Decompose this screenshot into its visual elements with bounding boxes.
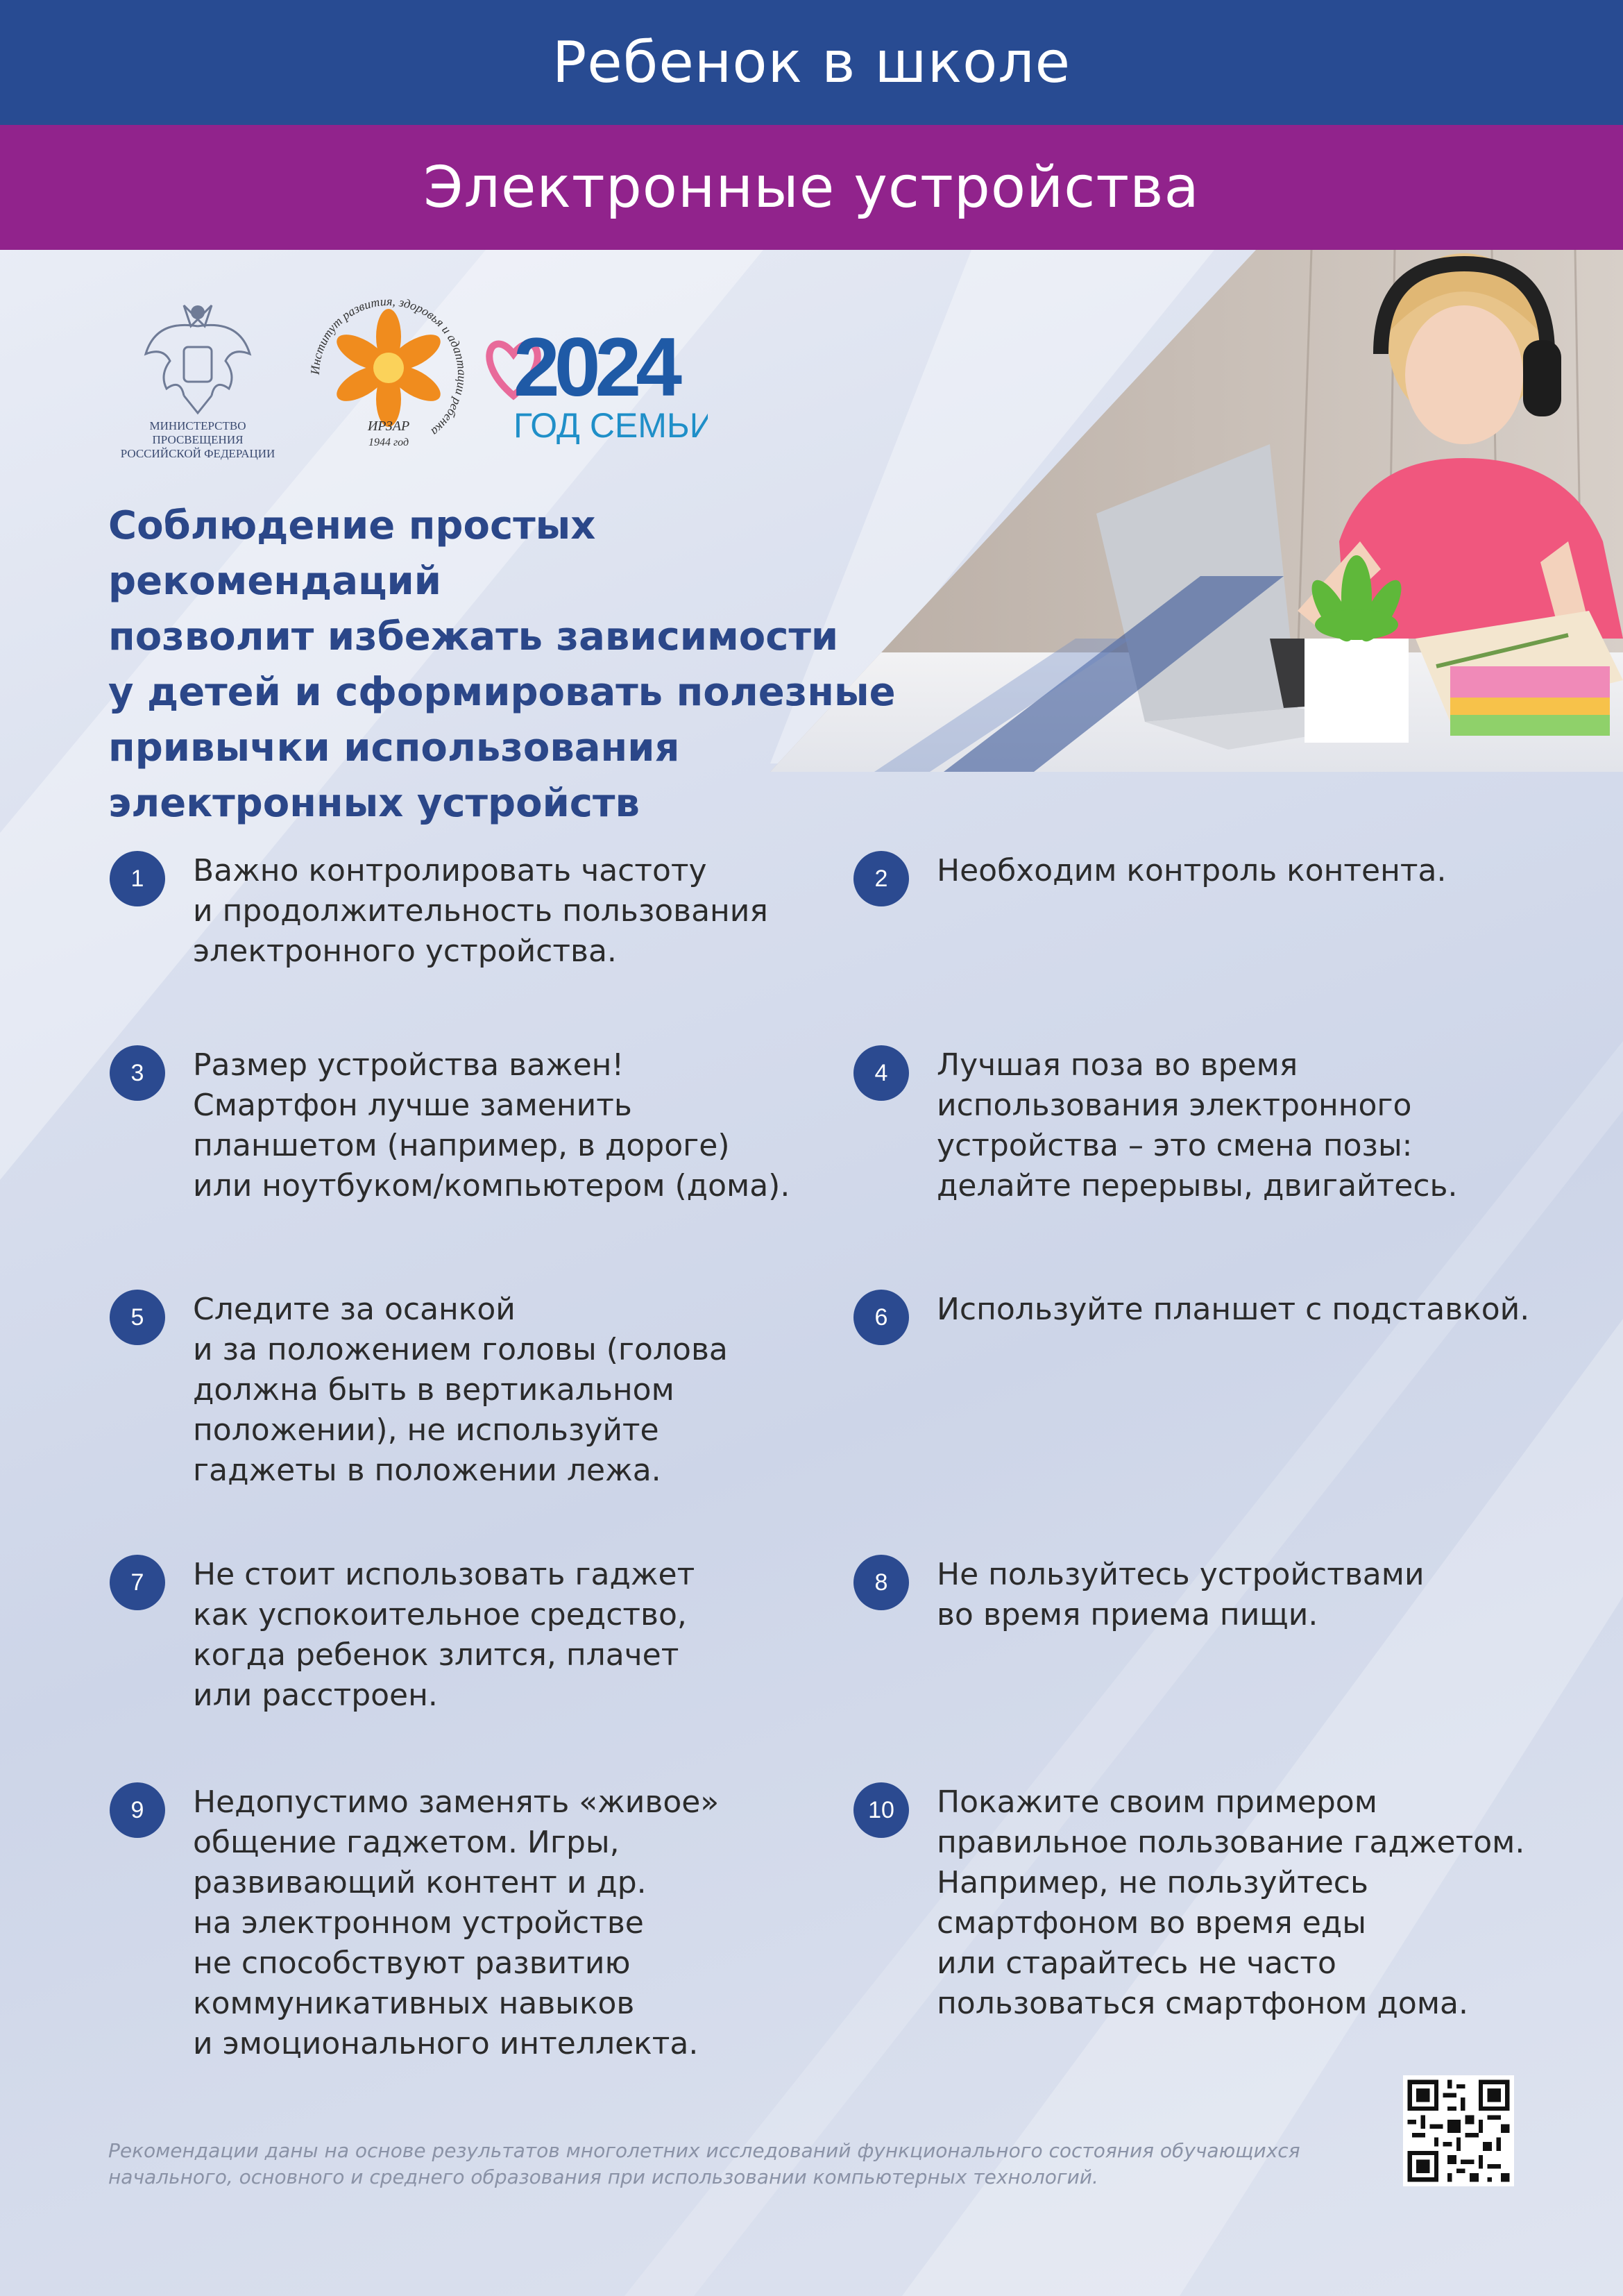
- recommendation-item: [110, 1290, 804, 1491]
- recommendation-item: [110, 1045, 838, 1206]
- item-text: Покажите своим примером правильное пользование гаджетом. Например, не пользуйтесь смартфоном во время еды или старайтесь не часто пользоваться смартфоном дома.: [937, 1784, 1525, 2021]
- item-text: Важно контролировать частоту и продолжительность пользования электронного устройства.: [193, 853, 768, 969]
- item-number-badge: 3: [110, 1045, 165, 1101]
- item-text: Не пользуйтесь устройствами во время приема пищи.: [937, 1557, 1425, 1632]
- ministry-caption: МИНИСТЕРСТВО ПРОСВЕЩЕНИЯ РОССИЙСКОЙ ФЕДЕРАЦИИ: [120, 419, 275, 460]
- recommendation-item: [853, 851, 1547, 906]
- page-subtitle: Электронные устройства: [423, 154, 1200, 221]
- item-text: Размер устройства важен! Смартфон лучше заменить планшетом (например, в дороге) или ноутбуком/компьютером (дома).: [193, 1047, 790, 1204]
- item-text: Не стоит использовать гаджет как успокоительное средство, когда ребенок злится, плачет или расстроен.: [193, 1557, 695, 1713]
- headline: Соблюдение простых рекомендаций позволит избежать зависимости у детей и сформировать полезные привычки использования электронных устройств: [108, 503, 896, 826]
- footnote: Рекомендации даны на основе результатов многолетних исследований функционального состояния обучающихся начального, основного и среднего образования при использовании компьютерных технологий.: [108, 2139, 1300, 2188]
- recommendation-item: [110, 1555, 804, 1716]
- family-caption: ГОД СЕМЬИ: [513, 406, 708, 445]
- item-number-badge: 1: [110, 851, 165, 906]
- header-title-bar: [0, 0, 1623, 125]
- recommendation-item: [853, 1290, 1547, 1345]
- recommendation-item: [853, 1782, 1582, 2024]
- page-title: Ребенок в школе: [552, 29, 1071, 96]
- family-year: 2024: [513, 321, 677, 414]
- qr-code-icon[interactable]: [1403, 2075, 1514, 2186]
- item-text: Необходим контроль контента.: [937, 853, 1447, 888]
- item-text: Используйте планшет с подставкой.: [937, 1292, 1530, 1327]
- irzar-name: ИРЗАР: [367, 419, 410, 434]
- irzar-logo: [305, 292, 472, 458]
- year-of-family-logo: [486, 312, 708, 451]
- item-text: Недопустимо заменять «живое» общение гаджетом. Игры, развивающий контент и др. на электронном устройстве не способствуют развитию коммуникативных навыков и эмоционального интеллекта.: [193, 1784, 720, 2061]
- irzar-ring-text: Институт развития, здоровья и адаптации ребенка: [307, 294, 470, 439]
- item-text: Лучшая поза во время использования электронного устройства – это смена позы: делайте перерывы, двигайтесь.: [937, 1047, 1458, 1204]
- header-subtitle-bar: [0, 125, 1623, 250]
- recommendation-item: [853, 1045, 1547, 1206]
- double-headed-eagle-emblem-icon: [142, 298, 253, 416]
- item-number-badge: 2: [853, 851, 909, 906]
- irzar-year: 1944 год: [368, 437, 409, 448]
- recommendation-item: [110, 1782, 804, 2064]
- recommendation-item: [853, 1555, 1547, 1635]
- item-number-badge: 7: [110, 1555, 165, 1610]
- ministry-logo: [104, 298, 291, 458]
- item-number-badge: 8: [853, 1555, 909, 1610]
- recommendation-item: [110, 851, 804, 972]
- logos-row: [104, 292, 715, 458]
- item-number-badge: 9: [110, 1782, 165, 1838]
- item-number-badge: 10: [853, 1782, 909, 1838]
- item-number-badge: 4: [853, 1045, 909, 1101]
- item-number-badge: 6: [853, 1290, 909, 1345]
- item-text: Следите за осанкой и за положением головы (голова должна быть в вертикальном положении), не используйте гаджеты в положении лежа.: [193, 1292, 728, 1488]
- item-number-badge: 5: [110, 1290, 165, 1345]
